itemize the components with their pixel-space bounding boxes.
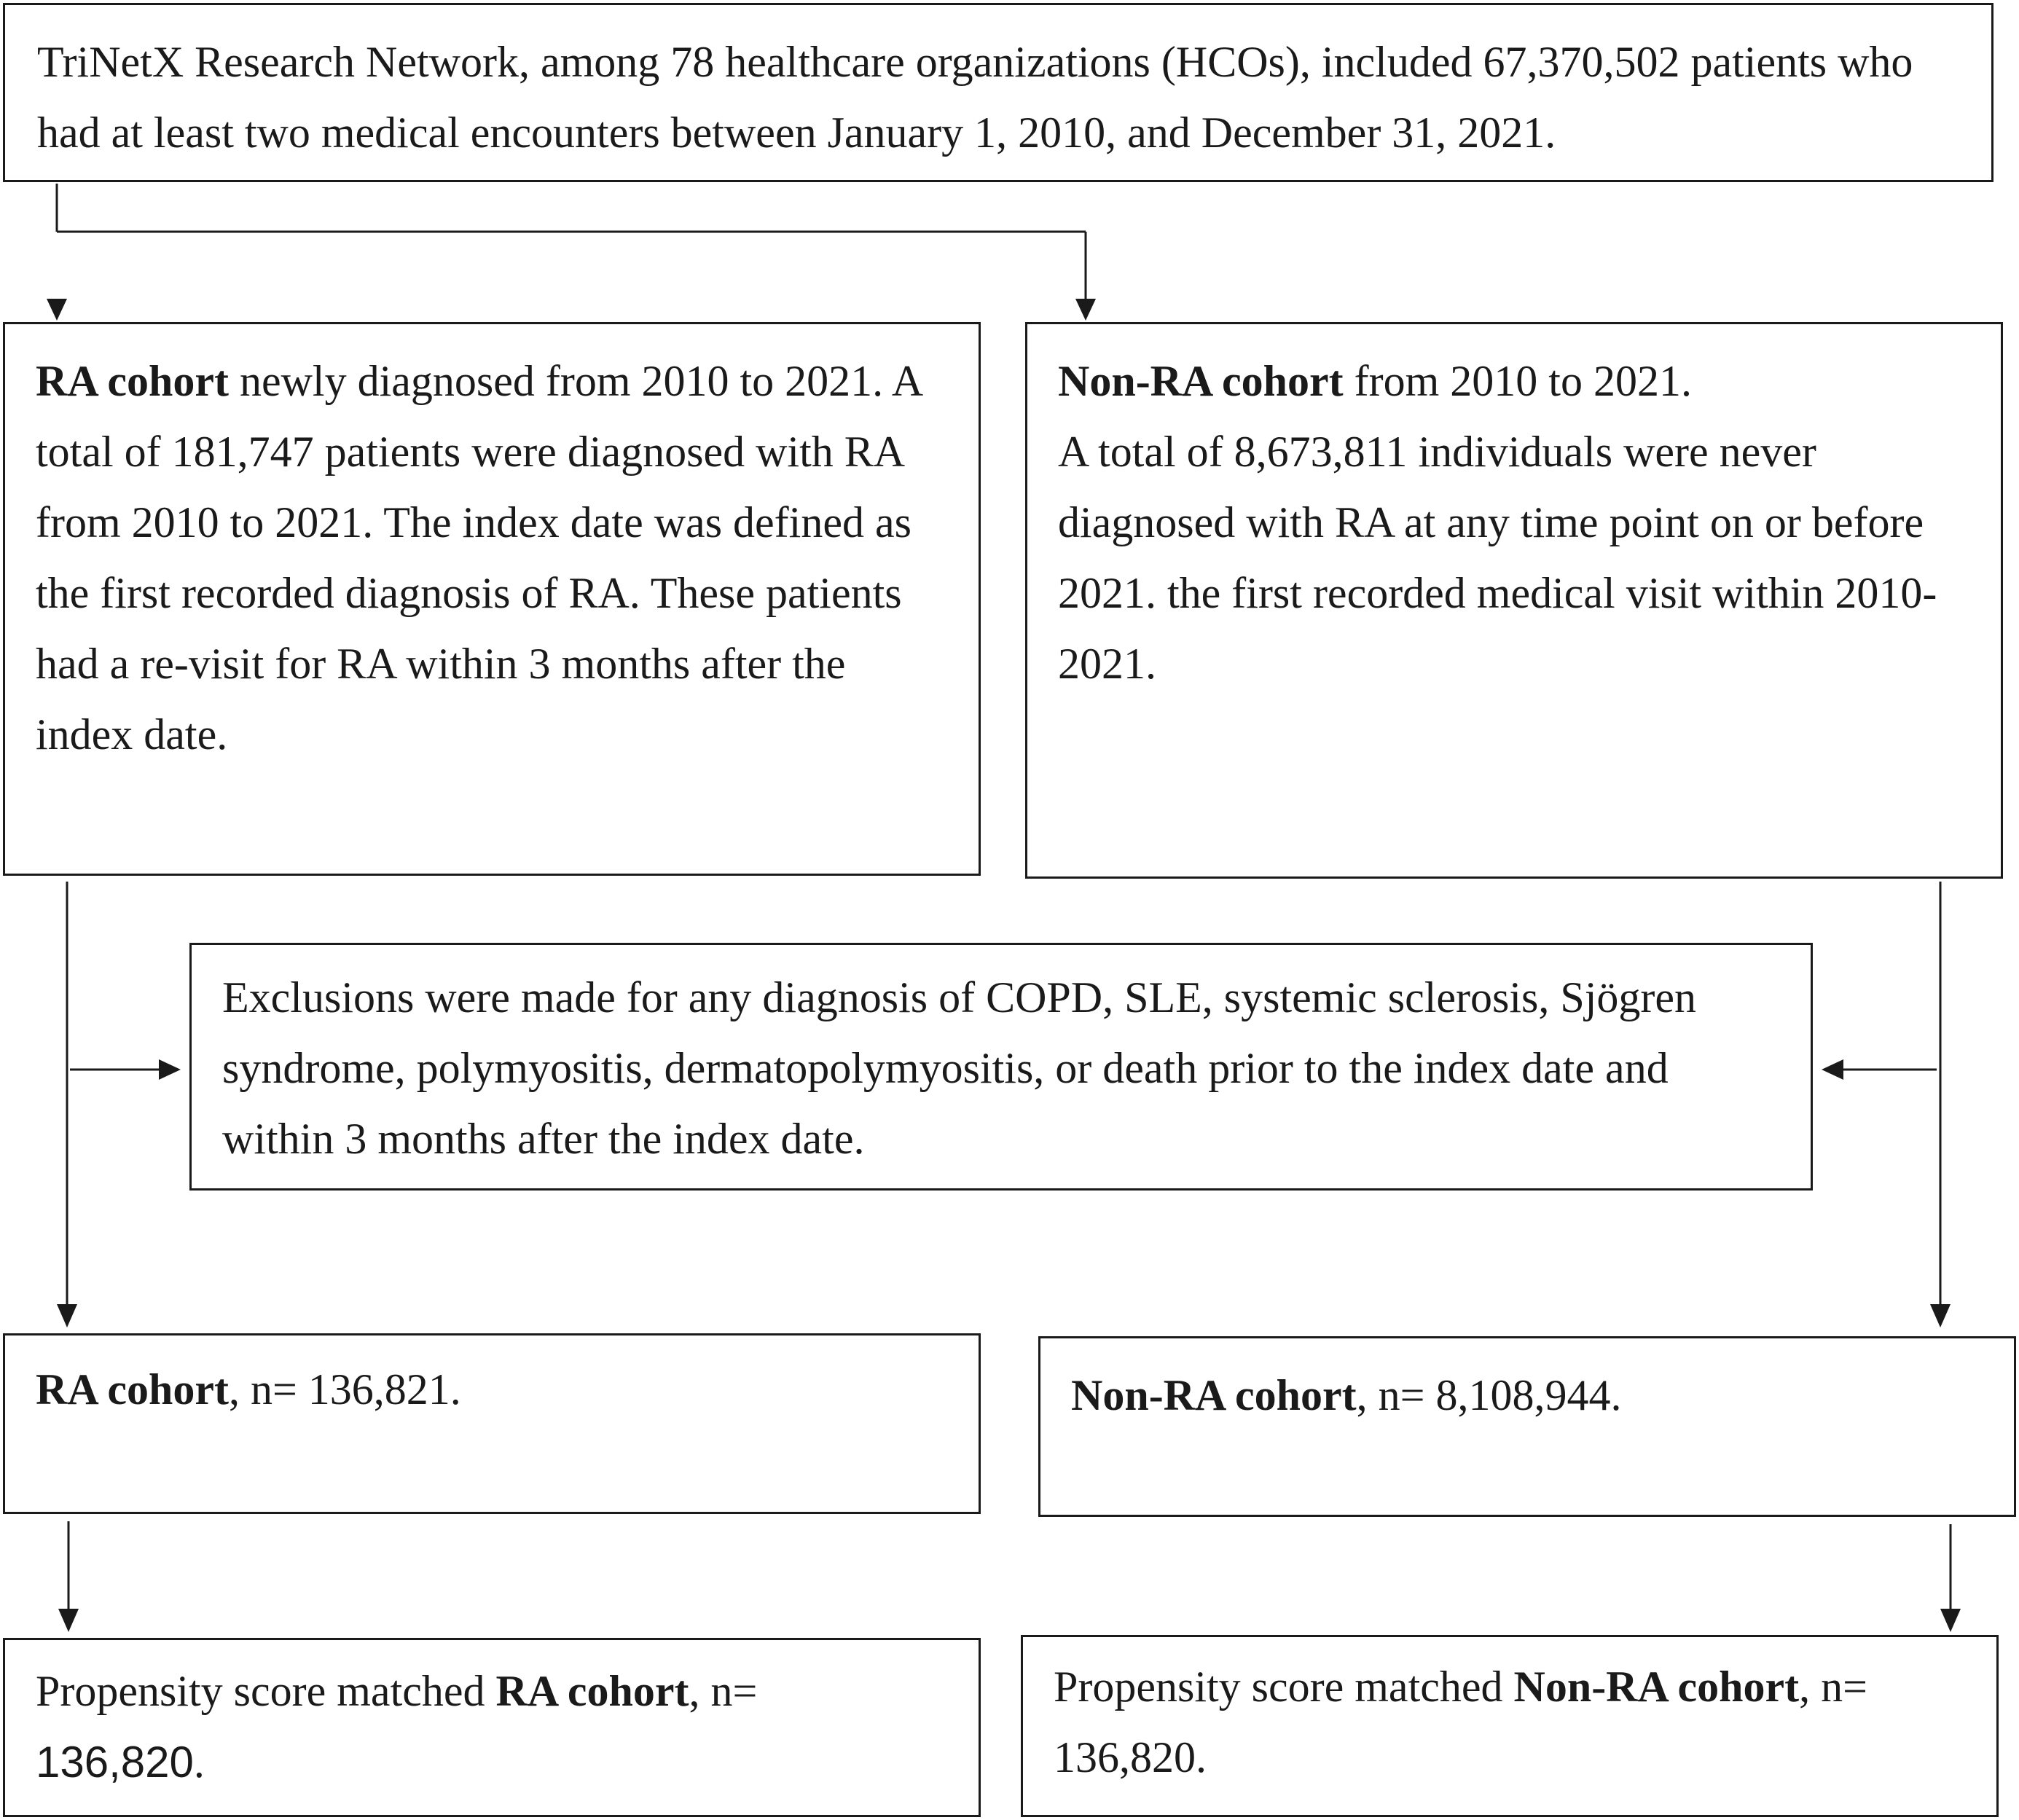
arrowhead-to-nonra-final bbox=[1930, 1304, 1951, 1327]
exclusions-box bbox=[189, 943, 1813, 1191]
exclusions-text: Exclusions were made for any diagnosis of COPD, SLE, systemic sclerosis, Sjögren syndrome, polymyositis, dermatopolymyositis, or death prior to the index date and within 3 months after the index date. bbox=[222, 973, 1697, 1163]
nonra-psm-suffix: , n= bbox=[1799, 1663, 1867, 1711]
nonra-psm-box bbox=[1021, 1635, 1999, 1817]
nonra-psm-heading: Non-RA cohort bbox=[1513, 1663, 1800, 1711]
nonra-final-box bbox=[1038, 1336, 2016, 1517]
nonra-final-count: , n= 8,108,944. bbox=[1356, 1371, 1622, 1419]
arrowhead-to-ra-cohort bbox=[47, 299, 67, 321]
ra-psm-suffix: , n= bbox=[689, 1667, 758, 1715]
nonra-psm-prefix: Propensity score matched bbox=[1054, 1663, 1514, 1711]
arrowhead-to-nonra-cohort bbox=[1075, 299, 1096, 321]
ra-cohort-heading: RA cohort bbox=[36, 357, 229, 405]
arrowhead-to-nonra-psm bbox=[1940, 1609, 1961, 1632]
ra-cohort-heading-suffix: newly diagnosed from 2010 to 2021. bbox=[228, 357, 884, 405]
nonra-psm-number: 136,820. bbox=[1054, 1733, 1207, 1781]
ra-psm-end: . bbox=[193, 1738, 205, 1786]
arrowhead-to-ra-psm bbox=[58, 1609, 79, 1632]
nonra-psm-text bbox=[1054, 1652, 1967, 1793]
nonra-cohort-heading-suffix: from 2010 to 2021. bbox=[1343, 357, 1692, 405]
ra-final-text bbox=[36, 1354, 949, 1425]
ra-psm-text bbox=[36, 1656, 949, 1798]
nonra-final-heading: Non-RA cohort bbox=[1071, 1371, 1357, 1419]
ra-cohort-box bbox=[3, 322, 981, 876]
ra-final-heading: RA cohort bbox=[36, 1365, 229, 1413]
ra-psm-number: 136,820 bbox=[36, 1738, 194, 1786]
nonra-cohort-box bbox=[1025, 322, 2003, 879]
source-population-box bbox=[3, 3, 1993, 182]
nonra-cohort-heading-line bbox=[1058, 346, 1957, 417]
ra-final-box bbox=[3, 1333, 981, 1514]
nonra-cohort-body: A total of 8,673,811 individuals were never diagnosed with RA at any time point on or before 2021. the first recorded medical visit within 2010-2021. bbox=[1058, 428, 1937, 688]
nonra-final-text bbox=[1071, 1360, 1985, 1431]
arrowhead-left-to-exclusion bbox=[159, 1059, 181, 1080]
arrowhead-right-to-exclusion bbox=[1822, 1059, 1843, 1080]
ra-psm-box bbox=[3, 1638, 981, 1817]
source-population-text: TriNetX Research Network, among 78 healthcare organizations (HCOs), included 67,370,502 patients who had at least two medical encounters between January 1, 2010, and December 31, 2021. bbox=[37, 38, 1913, 157]
ra-cohort-body: A total of 181,747 patients were diagnosed with RA from 2010 to 2021. The index date was defined as the first recorded diagnosis of RA. These patients had a re-visit for RA within 3 months after the index date. bbox=[36, 357, 921, 758]
arrowhead-to-ra-final bbox=[57, 1304, 77, 1327]
nonra-cohort-heading: Non-RA cohort bbox=[1058, 357, 1344, 405]
ra-final-count: , n= 136,821. bbox=[228, 1365, 461, 1413]
ra-psm-prefix: Propensity score matched bbox=[36, 1667, 496, 1715]
ra-cohort-description bbox=[36, 346, 949, 770]
ra-psm-heading: RA cohort bbox=[495, 1667, 689, 1715]
